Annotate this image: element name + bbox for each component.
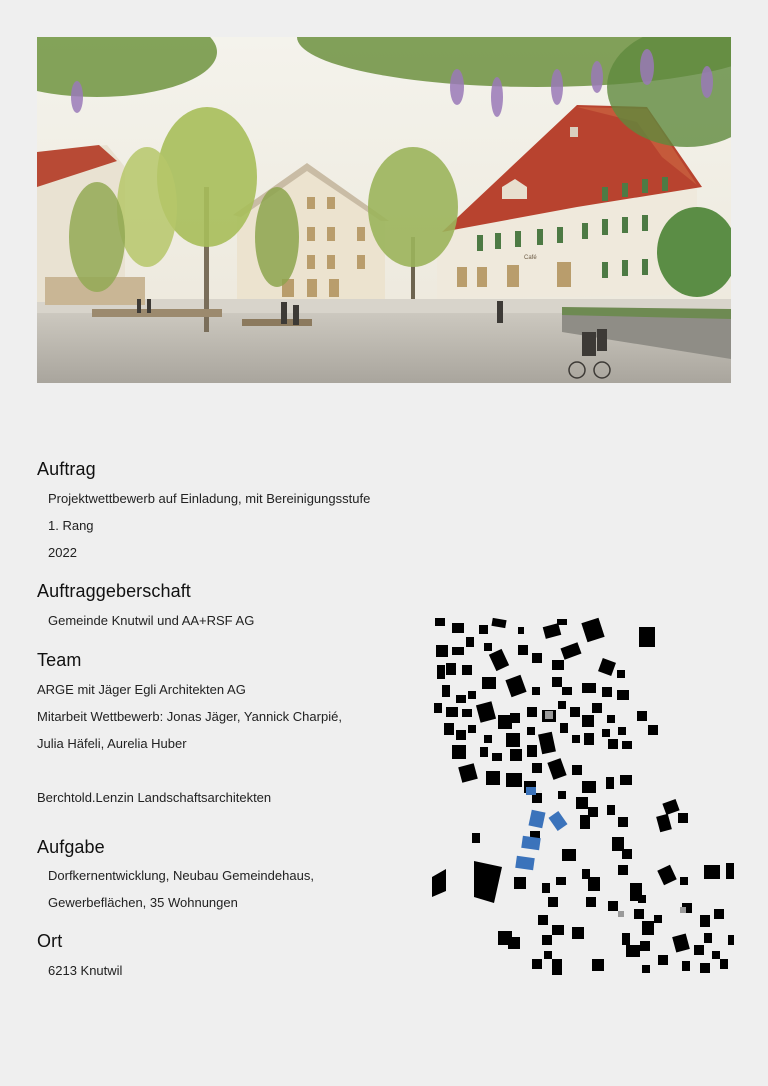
team-line-1: ARGE mit Jäger Egli Architekten AG (37, 682, 246, 697)
auftrag-line-1: Projektwettbewerb auf Einladung, mit Bereinigungsstufe (48, 491, 371, 506)
site-plan (432, 615, 734, 980)
team-line-3: Julia Häfeli, Aurelia Huber (37, 736, 187, 751)
team-line-2: Mitarbeit Wettbewerb: Jonas Jäger, Yannick Charpié, (37, 709, 342, 724)
auftrag-line-3: 2022 (48, 545, 77, 560)
aufgabe-line-2: Gewerbeflächen, 35 Wohnungen (48, 895, 238, 910)
heading-aufgabe: Aufgabe (37, 837, 105, 857)
auftrag-line-2: 1. Rang (48, 518, 94, 533)
ort-line-1: 6213 Knutwil (48, 963, 123, 978)
village-square-rendering (37, 37, 731, 383)
team-line-4: Berchtold.Lenzin Landschaftsarchitekten (37, 790, 272, 805)
heading-ort: Ort (37, 931, 63, 951)
heading-auftrag: Auftrag (37, 459, 96, 479)
hero-rendering (37, 37, 731, 383)
heading-auftraggeberschaft: Auftraggeberschaft (37, 581, 191, 601)
cafe-sign: Café (524, 255, 537, 261)
aufgabe-line-1: Dorfkernentwicklung, Neubau Gemeindehaus, (48, 868, 314, 883)
site-plan-diagram (432, 615, 734, 980)
auftraggeberschaft-line-1: Gemeinde Knutwil und AA+RSF AG (48, 613, 255, 628)
heading-team: Team (37, 650, 82, 670)
